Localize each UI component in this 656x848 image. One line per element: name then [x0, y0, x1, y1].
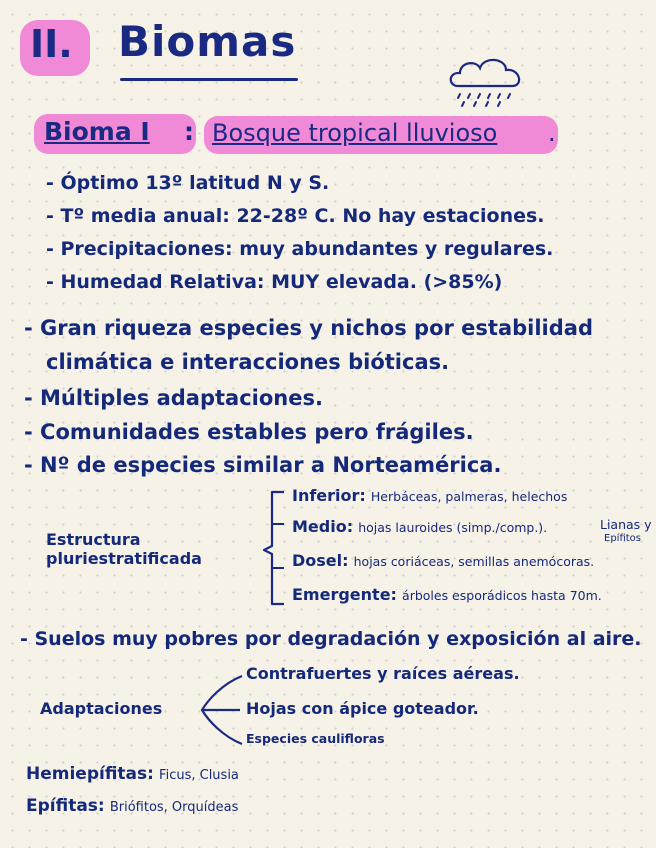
epifita-name: Epífitas:: [26, 796, 105, 816]
condition-item: - Precipitaciones: muy abundantes y regulares.: [46, 238, 554, 260]
bioma-label: Bioma I: [44, 117, 150, 146]
stratum-row: [292, 486, 567, 505]
feature-item: - Gran riqueza especies y nichos por estabilidad: [24, 316, 593, 340]
stratum-desc: hojas coriáceas, semillas anemócoras.: [353, 554, 595, 569]
adaptaciones-label: Adaptaciones: [40, 699, 163, 718]
stratum-row: [292, 585, 602, 604]
condition-item: - Tº media anual: 22-28º C. No hay estaciones.: [46, 205, 545, 227]
stratum-desc: árboles esporádicos hasta 70m.: [402, 588, 602, 603]
rain-cloud-icon: [446, 52, 536, 112]
brace-icon: [262, 488, 288, 608]
estructura-label: pluriestratificada: [46, 549, 202, 568]
adaptation-item: Hojas con ápice goteador.: [246, 699, 479, 718]
stratum-desc: Herbáceas, palmeras, helechos: [370, 489, 568, 504]
arrow-left-icon: [198, 670, 246, 750]
stratum-name: Dosel:: [292, 551, 349, 570]
feature-item: - Comunidades estables pero frágiles.: [24, 420, 474, 444]
feature-item: - Múltiples adaptaciones.: [24, 386, 323, 410]
feature-item: climática e interacciones bióticas.: [46, 350, 450, 374]
estructura-label: Estructura: [46, 530, 141, 549]
stratum-extra: Lianas y: [600, 517, 652, 532]
stratum-desc: hojas lauroides (simp./comp.).: [358, 520, 548, 535]
section-number: II.: [30, 22, 73, 66]
epifita-row: [26, 796, 238, 816]
condition-item: - Humedad Relativa: MUY elevada. (>85%): [46, 271, 503, 293]
adaptation-item: Especies caulifloras: [246, 731, 385, 746]
title-underline: [120, 78, 298, 81]
stratum-row: [292, 517, 547, 536]
suelos-item: - Suelos muy pobres por degradación y exposición al aire.: [20, 628, 642, 650]
epifita-examples: Ficus, Clusia: [159, 768, 239, 783]
feature-item: - Nº de especies similar a Norteamérica.: [24, 453, 502, 477]
epifita-name: Hemiepífitas:: [26, 764, 154, 784]
stratum-name: Inferior:: [292, 486, 366, 505]
stratum-name: Medio:: [292, 517, 354, 536]
epifita-row: [26, 764, 239, 784]
bioma-title: Bosque tropical lluvioso: [212, 119, 498, 147]
bioma-colon: :: [184, 117, 194, 146]
stratum-row: [292, 551, 594, 570]
bioma-title-period: .: [548, 119, 556, 147]
condition-item: - Óptimo 13º latitud N y S.: [46, 172, 330, 194]
stratum-name: Emergente:: [292, 585, 397, 604]
page-title: Biomas: [118, 17, 297, 66]
adaptation-item: Contrafuertes y raíces aéreas.: [246, 664, 520, 683]
epifita-examples: Briófitos, Orquídeas: [109, 800, 239, 815]
stratum-extra: Epífitos: [604, 533, 641, 544]
